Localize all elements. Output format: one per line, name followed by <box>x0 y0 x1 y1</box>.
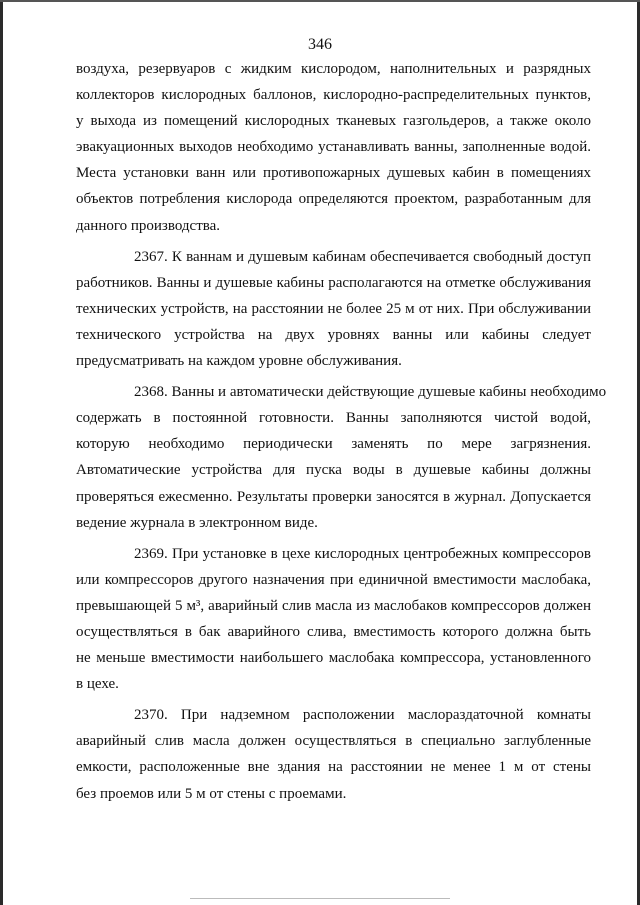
text-line: осуществляться в бак аварийного слива, вместимость которого должна быть <box>76 623 591 640</box>
text-line: проверяться ежесменно. Результаты проверки заносятся в журнал. Допускается <box>76 488 591 505</box>
text-line: или компрессоров другого назначения при единичной вместимости маслобака, <box>76 571 591 588</box>
text-line: у выхода из помещений кислородных тканевых газгольдеров, а также около <box>76 113 591 130</box>
text-line: воздуха, резервуаров с жидким кислородом, наполнительных и разрядных <box>76 61 591 77</box>
text-line: данного производства. <box>76 217 221 234</box>
document-body <box>76 56 607 807</box>
paragraph-2367-first-line: 2367. К ваннам и душевым кабинам обеспечивается свободный доступ <box>134 248 591 265</box>
page-number: 346 <box>308 36 332 53</box>
text-line: содержать в постоянной готовности. Ванны заполняются чистой водой, <box>76 410 591 427</box>
bottom-scan-line <box>190 898 450 899</box>
paragraph-2370-first-line: 2370. При надземном расположении маслораздаточной комнаты <box>134 707 591 724</box>
text-line: без проемов или 5 м от стены с проемами. <box>76 785 347 802</box>
text-line: объектов потребления кислорода определяются проектом, разработанным для <box>76 191 591 208</box>
text-line: аварийный слив масла должен осуществляться в специально заглубленные <box>76 733 591 750</box>
text-line: в цехе. <box>76 676 119 693</box>
text-line: которую необходимо периодически заменять по мере загрязнения. <box>76 436 591 453</box>
text-line: работников. Ванны и душевые кабины располагаются на отметке обслуживания <box>76 274 591 291</box>
text-line: эвакуационных выходов необходимо устанавливать ванны, заполненные водой. <box>76 139 591 156</box>
scan-edge-left <box>0 0 3 905</box>
text-line: Места установки ванн или противопожарных душевых кабин в помещениях <box>76 165 591 182</box>
text-line: технического устройства на двух уровнях ванны или кабины следует <box>76 326 591 343</box>
text-line: емкости, расположенные вне здания на расстоянии не менее 1 м от стены <box>76 759 591 776</box>
text-line: ведение журнала в электронном виде. <box>76 514 318 531</box>
text-line: коллекторов кислородных баллонов, кислородно-распределительных пунктов, <box>76 87 591 104</box>
text-line: предусматривать на каждом уровне обслуживания. <box>76 353 402 370</box>
text-line: технических устройств, на расстоянии не более 25 м от них. При обслуживании <box>76 300 591 317</box>
text-line: не меньше вместимости наибольшего маслобака компрессора, установленного <box>76 650 591 667</box>
paragraph-2368-first-line: 2368. Ванны и автоматически действующие душевые кабины необходимо <box>134 384 607 401</box>
scan-edge-top <box>0 0 640 2</box>
text-line: Автоматические устройства для пуска воды в душевые кабины должны <box>76 462 591 479</box>
paragraph-2369-first-line: 2369. При установке в цехе кислородных центробежных компрессоров <box>134 545 591 562</box>
text-line: превышающей 5 м³, аварийный слив масла из маслобаков компрессоров должен <box>76 597 591 614</box>
